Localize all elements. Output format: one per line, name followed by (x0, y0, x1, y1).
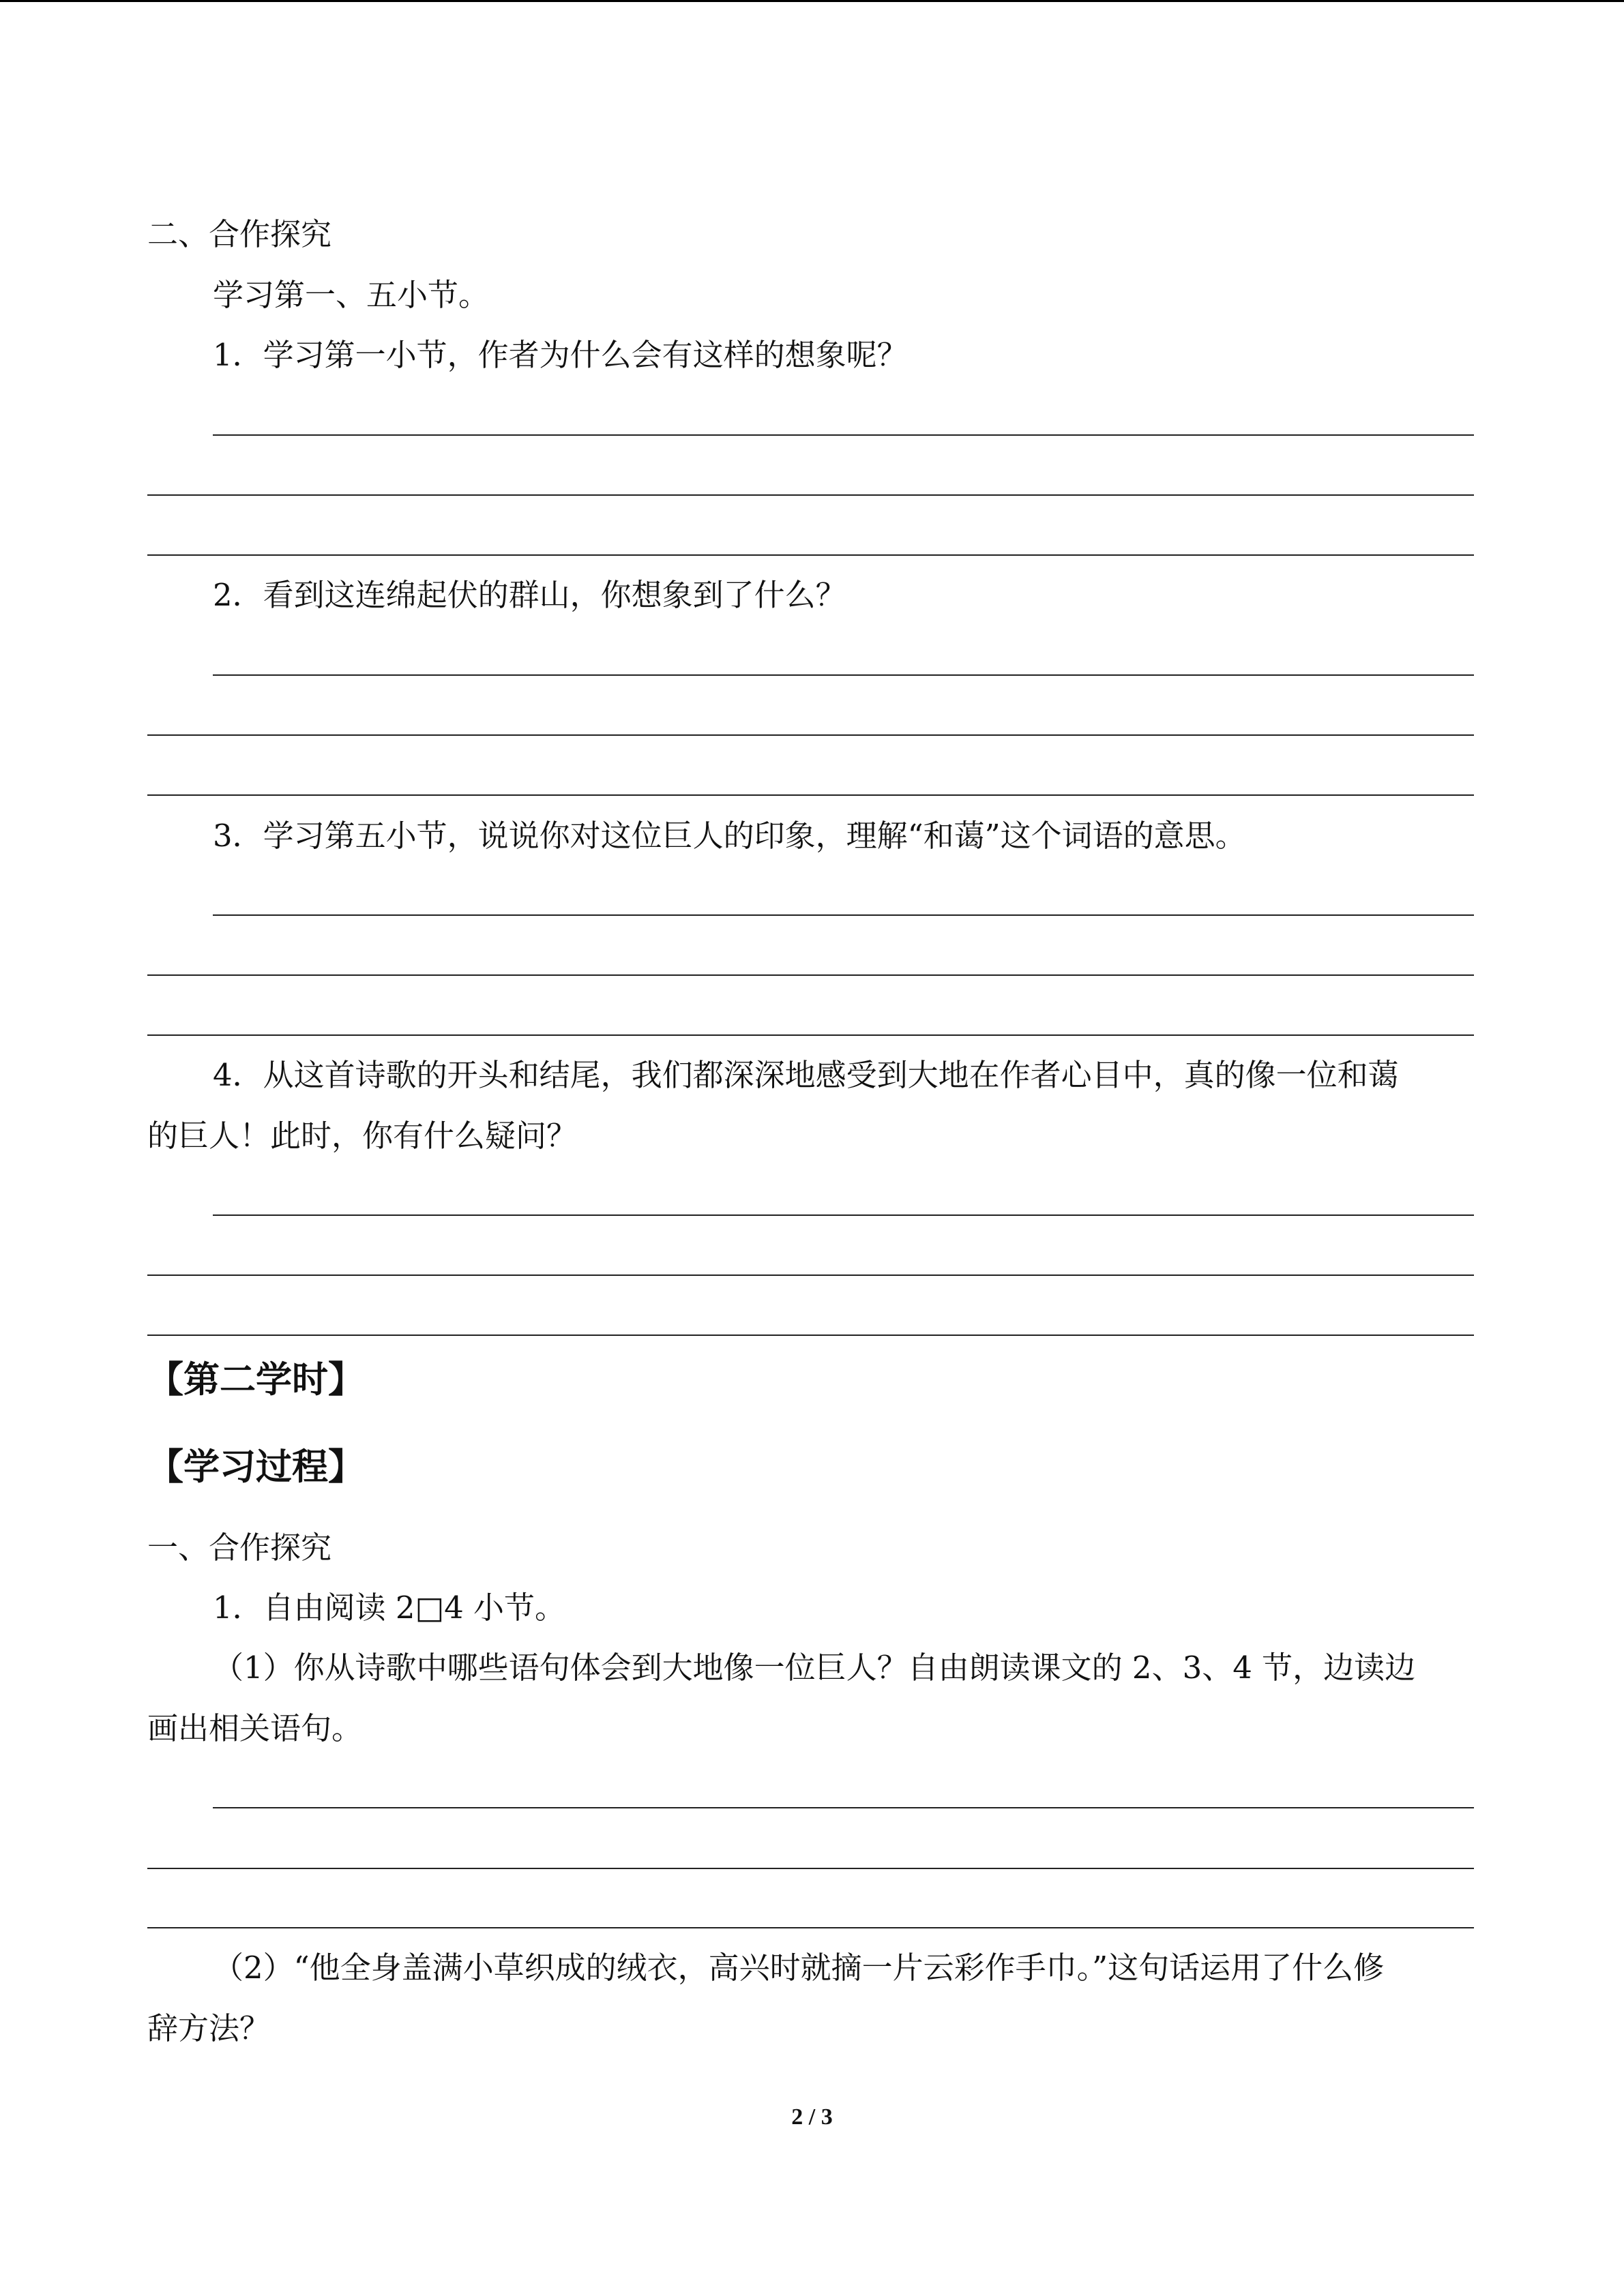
answer-line-q1-2[interactable] (147, 494, 1474, 496)
answer-line-q4-1[interactable] (213, 1214, 1474, 1216)
question-3: 3．学习第五小节，说说你对这位巨人的印象，理解“和蔼”这个词语的意思。 (213, 818, 1246, 854)
study-intro: 学习第一、五小节。 (213, 277, 490, 313)
answer-line-q3-3[interactable] (147, 1034, 1474, 1036)
question-4-line-1: 4．从这首诗歌的开头和结尾，我们都深深地感受到大地在作者心目中，真的像一位和蔼 (213, 1057, 1399, 1093)
answer-line-q2-1[interactable] (213, 674, 1474, 676)
answer-line-q4-3[interactable] (147, 1335, 1474, 1336)
answer-line-q3-2[interactable] (147, 974, 1474, 976)
answer-line-q3-1[interactable] (213, 914, 1474, 916)
answer-line-sub1-2[interactable] (147, 1868, 1474, 1869)
sub-question-2-line-2: 辞方法？ (147, 2010, 271, 2046)
answer-line-q4-2[interactable] (147, 1274, 1474, 1276)
page-top-border (0, 0, 1624, 2)
sub-question-1-line-2: 画出相关语句。 (147, 1710, 363, 1746)
question-4-line-2: 的巨人！此时，你有什么疑问？ (147, 1118, 578, 1154)
sub-question-2-line-1: （2）“他全身盖满小草织成的绒衣，高兴时就摘一片云彩作手巾。”这句话运用了什么修 (213, 1950, 1385, 1986)
answer-line-sub1-1[interactable] (213, 1807, 1474, 1808)
answer-line-q1-1[interactable] (213, 434, 1474, 436)
question-2: 2．看到这连绵起伏的群山，你想象到了什么？ (213, 577, 846, 613)
page-number: 2 / 3 (791, 2104, 833, 2130)
section-title-cooperative-inquiry-2: 二、合作探究 (147, 216, 332, 252)
section-title-cooperative-inquiry-1: 一、合作探究 (147, 1530, 332, 1566)
answer-line-q1-3[interactable] (147, 554, 1474, 556)
answer-line-q2-3[interactable] (147, 794, 1474, 796)
sub-question-1-line-1: （1）你从诗歌中哪些语句体会到大地像一位巨人？自由朗读课文的 2、3、4 节，边读边 (213, 1650, 1416, 1686)
heading-second-period: 【第二学时】 (147, 1358, 364, 1401)
item-1-free-reading: 1．自由阅读 2□4 小节。 (213, 1590, 566, 1626)
heading-learning-process: 【学习过程】 (147, 1446, 364, 1488)
answer-line-q2-2[interactable] (147, 734, 1474, 736)
question-1: 1．学习第一小节，作者为什么会有这样的想象呢？ (213, 337, 908, 373)
answer-line-sub1-3[interactable] (147, 1927, 1474, 1928)
